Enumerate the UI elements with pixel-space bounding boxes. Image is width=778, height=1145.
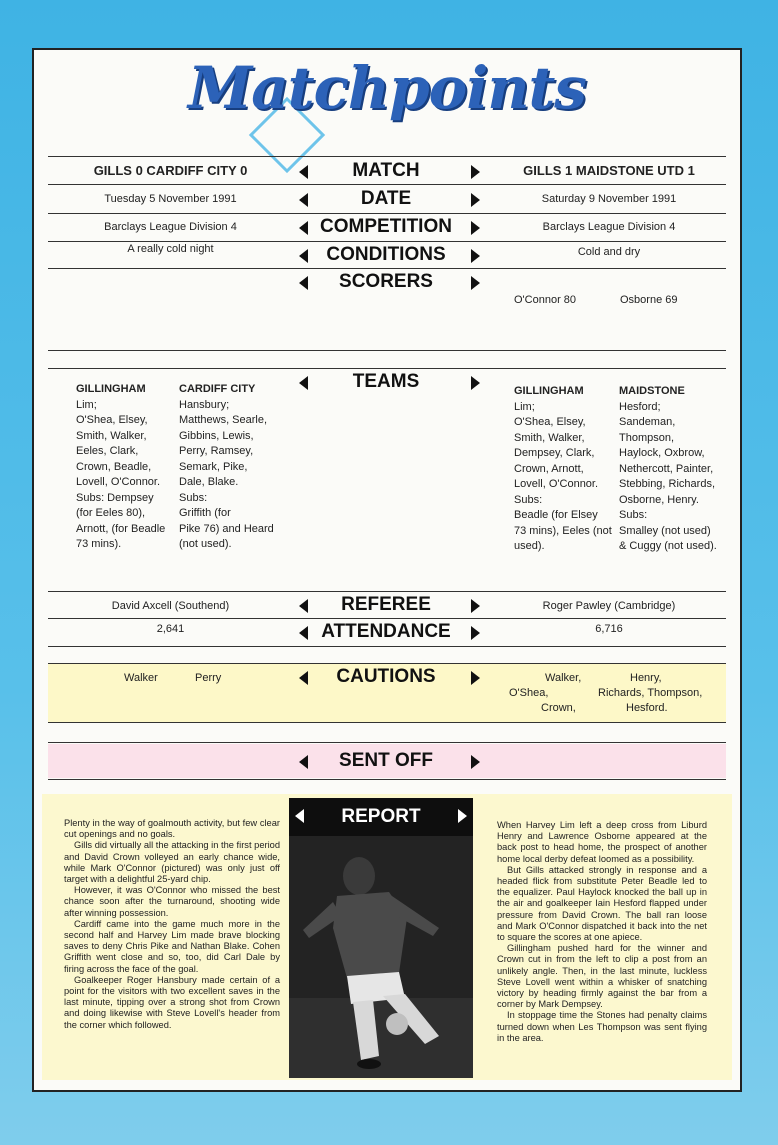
- report-paragraph: Cardiff came into the game much more in the second half and Harvey Lim made brave blocking saves to deny Chris Pike and Nathan Blake. Cohen Griffith went close and so, too, did Carl Dale by firing across the face of the goal.: [64, 918, 280, 974]
- right-caution: Henry,: [630, 672, 662, 684]
- footballer-illustration: [289, 798, 473, 1078]
- left-referee: David Axcell (Southend): [111, 600, 230, 612]
- divider: [48, 742, 726, 743]
- report-paragraph: In stoppage time the Stones had penalty claims turned down when Les Thompson was sent flying in the area.: [497, 1010, 707, 1043]
- right-team-b: [619, 384, 717, 555]
- team-line: Subs:: [514, 493, 543, 506]
- label-attendance: ATTENDANCE: [321, 621, 451, 642]
- team-line: O'Shea, Elsey,: [76, 414, 148, 426]
- team-line: Arnott, (for Beadle: [76, 522, 166, 535]
- team-line: Eeles, Clark,: [76, 445, 139, 457]
- divider: [48, 241, 726, 242]
- label-conditions: CONDITIONS: [326, 244, 446, 265]
- team-line: O'Shea, Elsey,: [514, 416, 586, 428]
- team-line: Thompson,: [619, 431, 675, 444]
- right-team-a: [514, 384, 612, 555]
- right-arrow-icon: [471, 755, 480, 769]
- team-line: Gibbins, Lewis,: [179, 429, 254, 442]
- page-title: Matchpoints: [188, 54, 586, 122]
- team-line: Dempsey, Clark,: [514, 447, 595, 459]
- label-sent-off: SENT OFF: [339, 750, 433, 771]
- right-arrow-icon: [471, 221, 480, 235]
- divider: [48, 350, 726, 351]
- team-line: Matthews, Searle,: [179, 414, 268, 426]
- team-line: & Cuggy (not used).: [619, 540, 717, 552]
- divider: [48, 646, 726, 647]
- team-line: 73 mins), Eeles (not: [514, 524, 612, 537]
- left-team-b: [179, 382, 274, 553]
- team-line: Haylock, Oxbrow,: [619, 447, 705, 459]
- divider: [48, 156, 726, 157]
- team-line: Pike 76) and Heard: [179, 522, 274, 535]
- left-caution: Perry: [195, 672, 222, 684]
- right-arrow-icon: [471, 193, 480, 207]
- team-line: Subs:: [619, 509, 648, 521]
- right-conditions: Cold and dry: [577, 246, 641, 258]
- right-arrow-icon: [471, 165, 480, 179]
- team-name: GILLINGHAM: [514, 385, 584, 397]
- right-caution: Richards, Thompson,: [598, 687, 703, 699]
- team-line: (not used).: [179, 538, 232, 550]
- report-paragraph: However, it was O'Connor who missed the best chance soon after the turnaround, shooting wide after winning possession.: [64, 885, 280, 918]
- label-referee: REFEREE: [341, 594, 431, 615]
- team-line: Smalley (not used): [619, 524, 711, 537]
- divider: [48, 184, 726, 185]
- right-caution: Walker,: [545, 672, 582, 684]
- team-line: Lovell, O'Connor.: [514, 478, 599, 490]
- left-attendance: 2,641: [156, 623, 185, 635]
- right-scorer: O'Connor 80: [514, 294, 577, 306]
- team-line: Lim;: [76, 398, 97, 411]
- report-paragraph: When Harvey Lim left a deep cross from Liburd Henry and Lawrence Osborne appeared at the back post to head home, the prospect of another home local derby defeat loomed as a possibility.: [497, 820, 707, 864]
- report-paragraph: Gillingham pushed hard for the winner and Crown cut in from the left to clip a post from an unlikely angle. Then, in the last minute, luckless Steve Lovell went within a whisker of snatching victory by heading firmly against the bar from a corner by Mark Dempsey.: [497, 943, 707, 1010]
- team-line: Griffith (for: [179, 507, 231, 519]
- label-report: REPORT: [341, 806, 421, 827]
- team-line: Nethercott, Painter,: [619, 462, 714, 475]
- team-line: (for Eeles 80),: [76, 507, 146, 519]
- right-arrow-icon: [471, 626, 480, 640]
- divider: [48, 779, 726, 780]
- team-line: Subs: Dempsey: [76, 491, 154, 504]
- right-arrow-icon: [471, 276, 480, 290]
- right-scorer: Osborne 69: [620, 294, 678, 306]
- divider: [48, 618, 726, 619]
- label-cautions: CAUTIONS: [336, 666, 436, 687]
- team-line: Semark, Pike,: [179, 460, 248, 473]
- right-arrow-icon: [471, 599, 480, 613]
- team-line: Perry, Ramsey,: [179, 445, 254, 457]
- team-line: Smith, Walker,: [76, 429, 147, 442]
- divider: [48, 591, 726, 592]
- left-caution: Walker: [124, 672, 158, 684]
- divider: [48, 368, 726, 369]
- left-competition: Barclays League Division 4: [104, 221, 237, 233]
- divider: [48, 268, 726, 269]
- team-line: Lovell, O'Connor.: [76, 476, 161, 488]
- left-match-result: GILLS 0 CARDIFF CITY 0: [93, 163, 248, 178]
- team-line: Stebbing, Richards,: [619, 478, 715, 490]
- report-paragraph: But Gills attacked strongly in response and a headed flick from substitute Peter Beadle led to the equalizer. Paul Haylock knocked the ball up in the air and goalkeeper Iain Hesford flapped under pressure from David Crown. The ball ran loose and Mark O'Connor dispatched it back into the net to square the scores at one apiece.: [497, 864, 707, 943]
- right-caution: Hesford.: [626, 702, 668, 714]
- team-line: Sandeman,: [619, 416, 676, 428]
- team-line: Crown, Beadle,: [76, 460, 152, 473]
- right-arrow-icon: [471, 671, 480, 685]
- report-paragraph: Gills did virtually all the attacking in the first period and David Crown volleyed an early chance wide, while Mark O'Connor (pictured) was only just off target with a delightful 25-yard chip.: [64, 840, 280, 885]
- team-line: Hansbury;: [179, 398, 230, 411]
- player-photo: [289, 798, 473, 1078]
- team-line: Lim;: [514, 400, 535, 413]
- left-date: Tuesday 5 November 1991: [104, 193, 237, 205]
- team-line: Hesford;: [619, 400, 661, 413]
- team-line: Dale, Blake.: [179, 476, 239, 488]
- report-left-column: [64, 818, 280, 1031]
- report-paragraph: Goalkeeper Roger Hansbury made certain of a point for the visitors with two excellent saves in the last minute, tipping over a strong shot from Crown and doing likewise with Steve Lovell's header from the corner which followed.: [64, 974, 280, 1030]
- right-arrow-icon: [471, 376, 480, 390]
- divider: [48, 213, 726, 214]
- label-scorers: SCORERS: [339, 271, 433, 292]
- label-teams: TEAMS: [352, 371, 420, 392]
- team-line: Beadle (for Elsey: [514, 509, 598, 521]
- report-right-column: [497, 820, 707, 1044]
- right-date: Saturday 9 November 1991: [541, 193, 677, 205]
- team-line: Subs:: [179, 491, 208, 504]
- right-caution: O'Shea,: [509, 687, 549, 699]
- team-name: MAIDSTONE: [619, 385, 685, 397]
- right-arrow-icon: [471, 249, 480, 263]
- label-match: MATCH: [352, 160, 420, 181]
- label-date: DATE: [360, 188, 412, 209]
- team-line: used).: [514, 540, 545, 552]
- left-team-a: [76, 382, 165, 553]
- team-line: Crown, Arnott,: [514, 462, 584, 475]
- team-line: Smith, Walker,: [514, 431, 585, 444]
- team-name: GILLINGHAM: [76, 383, 146, 395]
- right-caution: Crown,: [541, 702, 576, 714]
- team-line: 73 mins).: [76, 538, 122, 550]
- divider: [48, 722, 726, 723]
- team-line: Osborne, Henry.: [619, 493, 699, 506]
- right-match-result: GILLS 1 MAIDSTONE UTD 1: [523, 163, 695, 178]
- matchpoints-page: [32, 48, 742, 1092]
- right-referee: Roger Pawley (Cambridge): [542, 600, 676, 612]
- label-competition: COMPETITION: [320, 216, 452, 237]
- right-competition: Barclays League Division 4: [542, 221, 676, 233]
- left-conditions: A really cold night: [127, 243, 214, 255]
- team-name: CARDIFF CITY: [179, 383, 256, 395]
- right-attendance: 6,716: [595, 623, 623, 635]
- report-paragraph: Plenty in the way of goalmouth activity, but few clear cut openings and no goals.: [64, 818, 280, 840]
